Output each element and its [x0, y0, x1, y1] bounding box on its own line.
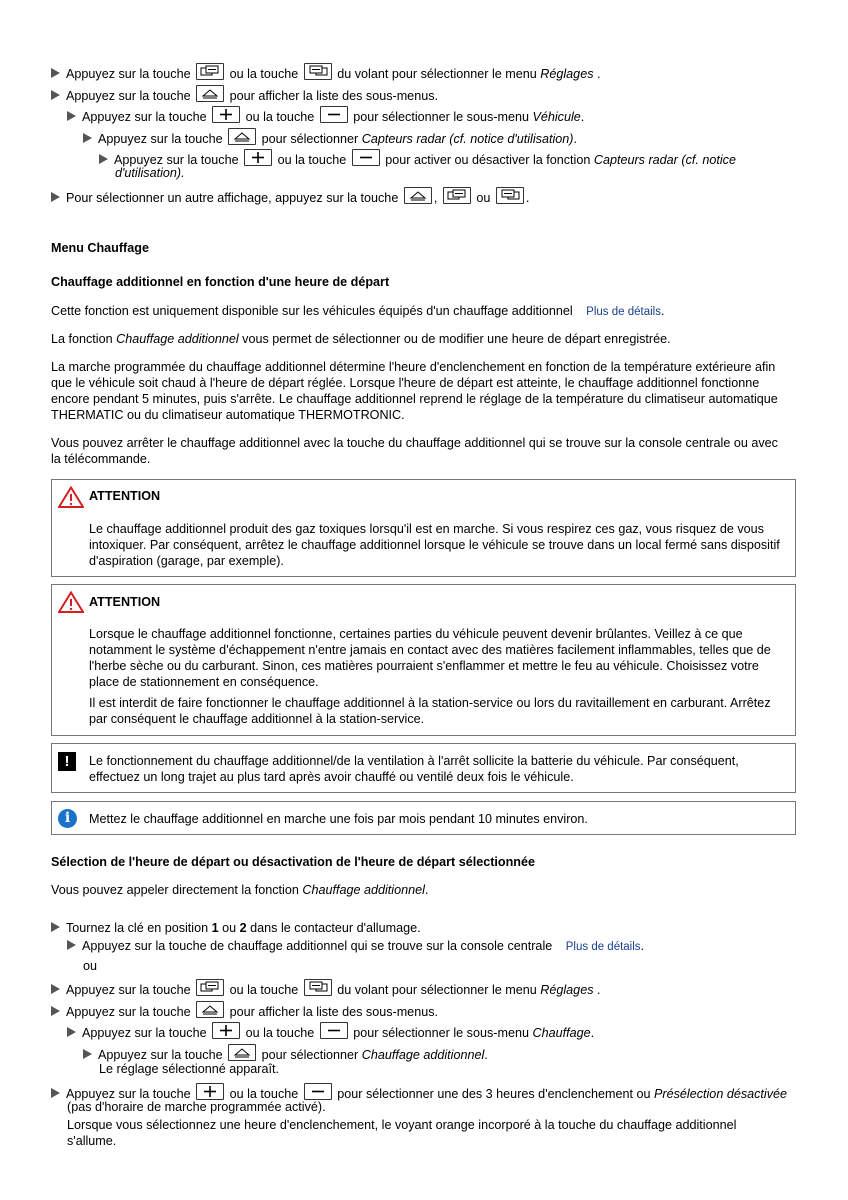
warning-text: Le chauffage additionnel produit des gaz toxiques lorsqu'il est en marche. Si vous respirez ces gaz, vous risquez de vous intoxiquer. Par conséquent, arrêtez le chauffage additionnel lorsque le véhicule se trouve dans un local fermé sans dispositif d'aspiration (garage, par exemple). — [89, 522, 780, 568]
step-text-cont: s'allume. — [67, 1134, 117, 1148]
punct: . — [484, 1048, 488, 1062]
step-text: pour afficher la liste des sous-menus. — [229, 89, 438, 103]
bullet-arrow-icon — [51, 1088, 60, 1098]
bullet-arrow-icon — [99, 154, 108, 164]
details-link[interactable]: Plus de détails — [565, 941, 641, 953]
punct: . — [424, 883, 429, 897]
menu-name: Réglages — [540, 983, 594, 997]
info-box — [51, 801, 796, 835]
step-menu-reglages-2 — [51, 979, 601, 998]
step-text: pour activer ou désactiver la fonction — [385, 153, 591, 167]
punct: . — [590, 1026, 595, 1040]
step-text: Appuyez sur la touche — [66, 89, 191, 103]
paragraph-function — [51, 331, 671, 347]
punct: . — [580, 110, 585, 124]
section-title: Menu Chauffage — [51, 241, 149, 255]
home-key-icon — [196, 1001, 224, 1018]
note-text: Le fonctionnement du chauffage additionnel/de la ventilation à l'arrêt sollicite la batterie du véhicule. Par conséquent, effectuez un long trajet au plus tard après avoir chauffé ou ventilé deux fois le véhicule. — [89, 754, 739, 784]
wheel-right-key-icon — [496, 187, 524, 204]
function-name: Capteurs radar (cf. notice d'utilisation) — [361, 132, 574, 146]
plus-key-icon — [244, 149, 272, 166]
paragraph-stop-line: Vous pouvez arrêter le chauffage additionnel avec la touche du chauffage additionnel qui se trouve sur la console centrale ou avec — [51, 436, 778, 450]
step-menu-reglages — [51, 63, 601, 82]
step-text: pour sélectionner une des 3 heures d'enclenchement ou — [337, 1087, 651, 1101]
step-submenus-2 — [51, 1001, 438, 1020]
step-text: Appuyez sur la touche — [66, 983, 191, 997]
paragraph-programmed-line: que le véhicule soit chaud à l'heure de départ réglée. Lorsque l'heure de départ est atteinte, le chauffage additionnel fonctionne — [51, 376, 760, 390]
paragraph-text: vous permet de sélectionner ou de modifier une heure de départ enregistrée. — [242, 332, 671, 346]
step-text: ou la touche — [229, 983, 299, 997]
position-number: 2 — [239, 921, 247, 935]
paragraph-stop-line: la télécommande. — [51, 452, 151, 466]
exclamation-icon: ! — [58, 752, 76, 771]
wheel-right-key-icon — [304, 979, 332, 996]
function-name: Chauffage additionnel — [361, 1048, 485, 1062]
step-text: Appuyez sur la touche — [82, 1026, 207, 1040]
warning-title: ATTENTION — [89, 595, 161, 609]
plus-key-icon — [212, 1022, 240, 1039]
bullet-arrow-icon — [51, 192, 60, 202]
warning-triangle-icon — [58, 591, 84, 613]
result-text: Le réglage sélectionné apparaît. — [99, 1062, 279, 1076]
step-text: ou la touche — [229, 1087, 299, 1101]
paragraph-text: Vous pouvez appeler directement la fonction — [51, 883, 299, 897]
punct: . — [525, 191, 530, 205]
step-submenus — [51, 85, 438, 104]
step-text: Tournez la clé en position — [66, 921, 209, 935]
function-name: Capteurs radar (cf. notice — [593, 153, 736, 167]
bullet-arrow-icon — [67, 1027, 76, 1037]
step-text: pour sélectionner le sous-menu — [353, 110, 529, 124]
subsection-title: Sélection de l'heure de départ ou désactivation de l'heure de départ sélectionnée — [51, 855, 535, 869]
step-text: Appuyez sur la touche — [66, 67, 191, 81]
punct: . — [640, 939, 645, 953]
punct: . — [660, 304, 665, 318]
step-activate-cont — [115, 165, 185, 181]
step-text-cont: Lorsque vous sélectionnez une heure d'enclenchement, le voyant orange incorporé à la touche du chauffage additionnel — [67, 1118, 737, 1132]
step-text: ou la touche — [245, 1026, 315, 1040]
step-capteurs — [83, 128, 577, 147]
paragraph-programmed-line: encore pendant 5 minutes, puis s'arrête. Le chauffage additionnel reprend le réglage de la température du climatiseur automatique — [51, 392, 778, 406]
wheel-left-key-icon — [196, 979, 224, 996]
wheel-right-key-icon — [304, 63, 332, 80]
function-name: Chauffage additionnel — [116, 332, 239, 346]
step-activate — [99, 149, 736, 168]
step-text: ou la touche — [229, 67, 299, 81]
submenu-name: Véhicule — [532, 110, 581, 124]
step-text: Appuyez sur la touche — [82, 110, 207, 124]
option-name: Présélection désactivée — [654, 1087, 788, 1101]
step-text: du volant pour sélectionner le menu — [337, 983, 537, 997]
paragraph-direct — [51, 882, 428, 898]
step-key-position — [51, 920, 421, 936]
minus-key-icon — [352, 149, 380, 166]
menu-name: Réglages — [540, 67, 594, 81]
paragraph-text: La fonction — [51, 332, 113, 346]
details-link[interactable]: Plus de détails — [586, 306, 661, 318]
home-key-icon — [228, 1044, 256, 1061]
wheel-left-key-icon — [443, 187, 471, 204]
paragraph-text: Cette fonction est uniquement disponible sur les véhicules équipés d'un chauffage additionnel — [51, 304, 573, 318]
subsection-title: Chauffage additionnel en fonction d'une heure de départ — [51, 275, 390, 289]
bullet-arrow-icon — [51, 922, 60, 932]
bullet-arrow-icon — [83, 133, 92, 143]
warning-box — [51, 479, 796, 577]
warning-text: Il est interdit de faire fonctionner le chauffage additionnel à la station-service ou lors du ravitaillement en carburant. Arrêtez par conséquent le chauffage additionnel à la station-service. — [89, 696, 771, 726]
punct: . — [573, 132, 577, 146]
info-text: Mettez le chauffage additionnel en marche une fois par mois pendant 10 minutes environ. — [89, 812, 588, 826]
bullet-arrow-icon — [51, 90, 60, 100]
step-submenu-chauffage — [67, 1022, 594, 1041]
note-box — [51, 743, 796, 793]
plus-key-icon — [196, 1083, 224, 1100]
step-text: Appuyez sur la touche — [98, 132, 223, 146]
bullet-arrow-icon — [51, 68, 60, 78]
step-text: Appuyez sur la touche — [66, 1005, 191, 1019]
step-text: Appuyez sur la touche — [114, 153, 239, 167]
plus-key-icon — [212, 106, 240, 123]
bullet-arrow-icon — [83, 1049, 92, 1059]
wheel-left-key-icon — [196, 63, 224, 80]
step-submenu-vehicule — [67, 106, 584, 125]
step-text: ou la touche — [245, 110, 315, 124]
bullet-arrow-icon — [51, 984, 60, 994]
position-number: 1 — [211, 921, 219, 935]
bullet-arrow-icon — [67, 940, 76, 950]
step-text: ou — [222, 921, 237, 935]
step-text: Appuyez sur la touche — [98, 1048, 223, 1062]
step-text: pour sélectionner — [261, 1048, 359, 1062]
bullet-arrow-icon — [51, 1006, 60, 1016]
paragraph-programmed-line: La marche programmée du chauffage additionnel détermine l'heure d'enclenchement en fonction de la température extérieure afin — [51, 360, 776, 374]
step-console-key — [67, 938, 644, 955]
info-icon: i — [58, 809, 77, 828]
warning-title: ATTENTION — [89, 489, 161, 503]
step-text: pour afficher la liste des sous-menus. — [229, 1005, 438, 1019]
step-text: pour sélectionner — [261, 132, 359, 146]
step-text-cont: (pas d'horaire de marche programmée activé). — [67, 1100, 326, 1114]
paragraph-availability — [51, 303, 664, 320]
or-text: ou — [83, 959, 98, 973]
warning-text: Lorsque le chauffage additionnel fonctionne, certaines parties du véhicule peuvent devenir brûlantes. Veillez à ce que notamment le système d'échappement n'entre jamais en contact avec des matières facilement inflammables, telles que de l'herbe sèche ou du carburant. Sinon, ces matières pourraient s'enflammer et mettre le feu au véhicule. Choisissez votre place de stationnement en conséquence. — [89, 627, 771, 689]
home-key-icon — [228, 128, 256, 145]
step-text: ou — [476, 191, 491, 205]
punct: , — [433, 191, 438, 205]
function-name: Chauffage additionnel — [302, 883, 425, 897]
step-text: dans le contacteur d'allumage. — [250, 921, 421, 935]
step-text: Pour sélectionner un autre affichage, appuyez sur la touche — [66, 191, 399, 205]
step-text: du volant pour sélectionner le menu — [337, 67, 537, 81]
paragraph-programmed-line: THERMATIC ou du climatiseur automatique THERMOTRONIC. — [51, 408, 405, 422]
warning-triangle-icon — [58, 486, 84, 508]
minus-key-icon — [304, 1083, 332, 1100]
warning-box — [51, 584, 796, 736]
step-text: Appuyez sur la touche — [66, 1087, 191, 1101]
home-key-icon — [404, 187, 432, 204]
minus-key-icon — [320, 106, 348, 123]
step-other-display — [51, 187, 529, 206]
punct: . — [593, 67, 601, 81]
step-text: ou la touche — [277, 153, 347, 167]
bullet-arrow-icon — [67, 111, 76, 121]
home-key-icon — [196, 85, 224, 102]
submenu-name: Chauffage — [532, 1026, 591, 1040]
punct: . — [593, 983, 601, 997]
function-name-cont: d'utilisation). — [115, 166, 185, 180]
minus-key-icon — [320, 1022, 348, 1039]
step-text: pour sélectionner le sous-menu — [353, 1026, 529, 1040]
step-text: Appuyez sur la touche de chauffage additionnel qui se trouve sur la console centrale — [82, 939, 553, 953]
